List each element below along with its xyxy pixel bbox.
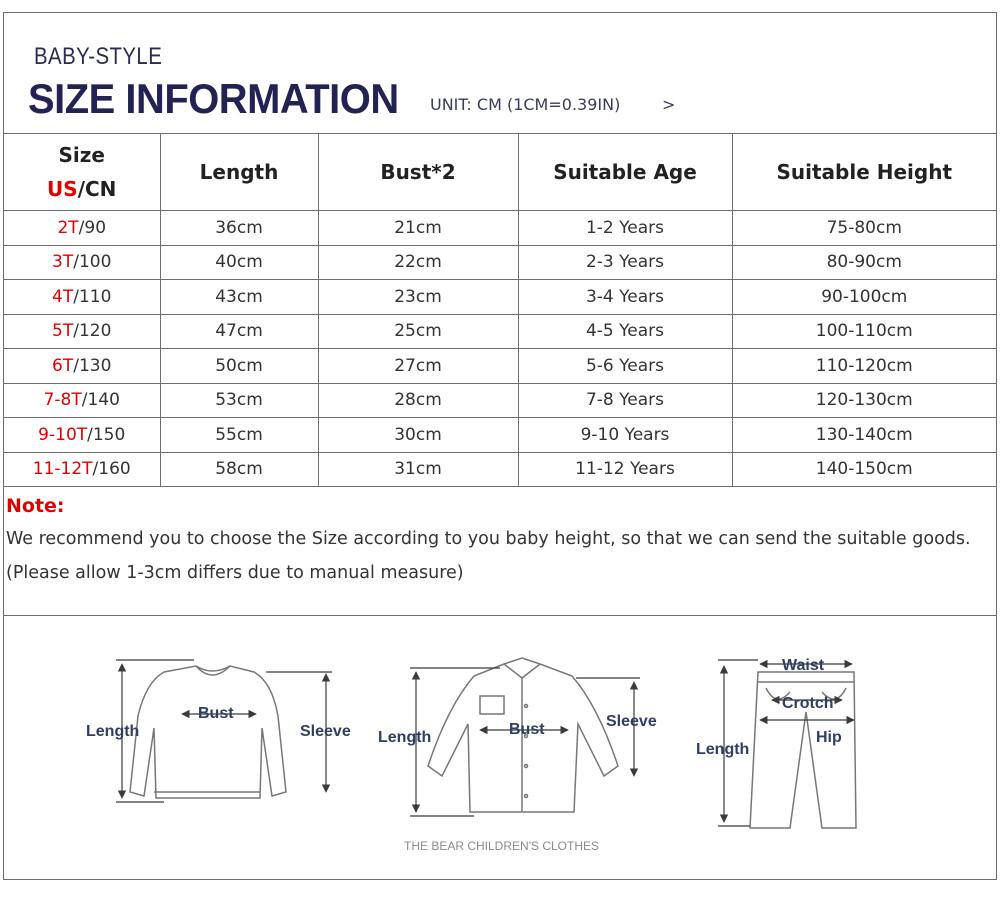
cn-size-label: /150 [87,424,126,445]
size-cell [4,349,160,384]
note-title: Note: [6,495,65,517]
caption-label: THE BEAR CHILDREN'S CLOTHES [404,839,599,853]
table-row [4,349,996,384]
size-cell [4,418,160,453]
header [4,13,996,134]
height-cell: 100-110cm [732,314,996,349]
length-cell: 43cm [160,280,318,315]
size-chart-frame [3,12,997,880]
table-row [4,383,996,418]
shirt-length-label: Length [378,729,432,746]
pants-length-label: Length [696,741,750,758]
note-allowance: (Please allow 1-3cm differs due to manual measure) [6,563,464,583]
table-row [4,245,996,280]
size-cell [4,211,160,246]
us-cn-header [4,172,160,206]
bust-cell: 31cm [318,452,518,487]
length-cell: 58cm [160,452,318,487]
page-title: SIZE INFORMATION [28,75,399,122]
size-table [4,133,996,487]
table-row [4,418,996,453]
pants-hip-label: Hip [816,729,842,746]
pants-waist-label: Waist [782,657,825,674]
us-header-label: US [47,177,78,201]
table-row [4,280,996,315]
cn-size-label: /120 [73,321,112,342]
bust-cell: 23cm [318,280,518,315]
cn-size-label: /110 [73,286,112,307]
sweater-sleeve-label: Sleeve [300,723,351,740]
cn-size-label: /100 [73,252,112,273]
us-size-label: 3T [52,252,74,273]
size-cell [4,452,160,487]
size-cell [4,383,160,418]
table-row [4,452,996,487]
length-cell: 55cm [160,418,318,453]
table-row [4,314,996,349]
length-cell: 50cm [160,349,318,384]
size-cell [4,245,160,280]
sweater-bust-label: Bust [198,705,234,722]
length-cell: 40cm [160,245,318,280]
height-cell: 140-150cm [732,452,996,487]
brand-label: BABY-STYLE [34,43,163,70]
age-column-header: Suitable Age [518,134,732,211]
us-size-label: 6T [52,355,74,376]
height-column-header: Suitable Height [732,134,996,211]
us-size-label: 2T [57,217,79,238]
cn-size-label: /130 [73,355,112,376]
size-cell [4,314,160,349]
size-column-header [4,134,160,211]
table-row [4,211,996,246]
cn-size-label: /140 [81,390,120,411]
age-cell: 11-12 Years [518,452,732,487]
age-cell: 9-10 Years [518,418,732,453]
measurement-diagram [4,616,996,880]
measurement-diagram-svg [4,616,996,880]
age-cell: 2-3 Years [518,245,732,280]
bust-cell: 27cm [318,349,518,384]
age-cell: 7-8 Years [518,383,732,418]
shirt-bust-label: Bust [509,721,545,738]
unit-label: UNIT: CM (1CM=0.39IN) [430,95,621,114]
bust-cell: 22cm [318,245,518,280]
bust-column-header: Bust*2 [318,134,518,211]
length-cell: 36cm [160,211,318,246]
us-size-label: 4T [52,286,74,307]
size-cell [4,280,160,315]
chevron-right-icon: > [662,95,676,114]
height-cell: 80-90cm [732,245,996,280]
bust-cell: 25cm [318,314,518,349]
sweater-icon [130,666,286,798]
cn-header-label: /CN [77,177,117,201]
length-cell: 53cm [160,383,318,418]
cn-size-label: /160 [92,459,131,480]
note-recommendation: We recommend you to choose the Size according to you baby height, so that we can send the suitable goods. [6,529,971,549]
height-cell: 90-100cm [732,280,996,315]
bust-cell: 21cm [318,211,518,246]
bust-cell: 30cm [318,418,518,453]
size-header-label: Size [58,143,105,167]
length-column-header: Length [160,134,318,211]
cn-size-label: /90 [78,217,107,238]
us-size-label: 7-8T [43,390,82,411]
length-cell: 47cm [160,314,318,349]
age-cell: 5-6 Years [518,349,732,384]
sweater-length-label: Length [86,723,140,740]
height-cell: 130-140cm [732,418,996,453]
bust-cell: 28cm [318,383,518,418]
us-size-label: 5T [52,321,74,342]
us-size-label: 9-10T [38,424,88,445]
age-cell: 1-2 Years [518,211,732,246]
table-header-row [4,134,996,211]
age-cell: 4-5 Years [518,314,732,349]
height-cell: 120-130cm [732,383,996,418]
note-section [4,489,996,616]
pants-crotch-label: Crotch [782,695,834,712]
us-size-label: 11-12T [32,459,93,480]
age-cell: 3-4 Years [518,280,732,315]
height-cell: 75-80cm [732,211,996,246]
height-cell: 110-120cm [732,349,996,384]
shirt-sleeve-label: Sleeve [606,713,657,730]
